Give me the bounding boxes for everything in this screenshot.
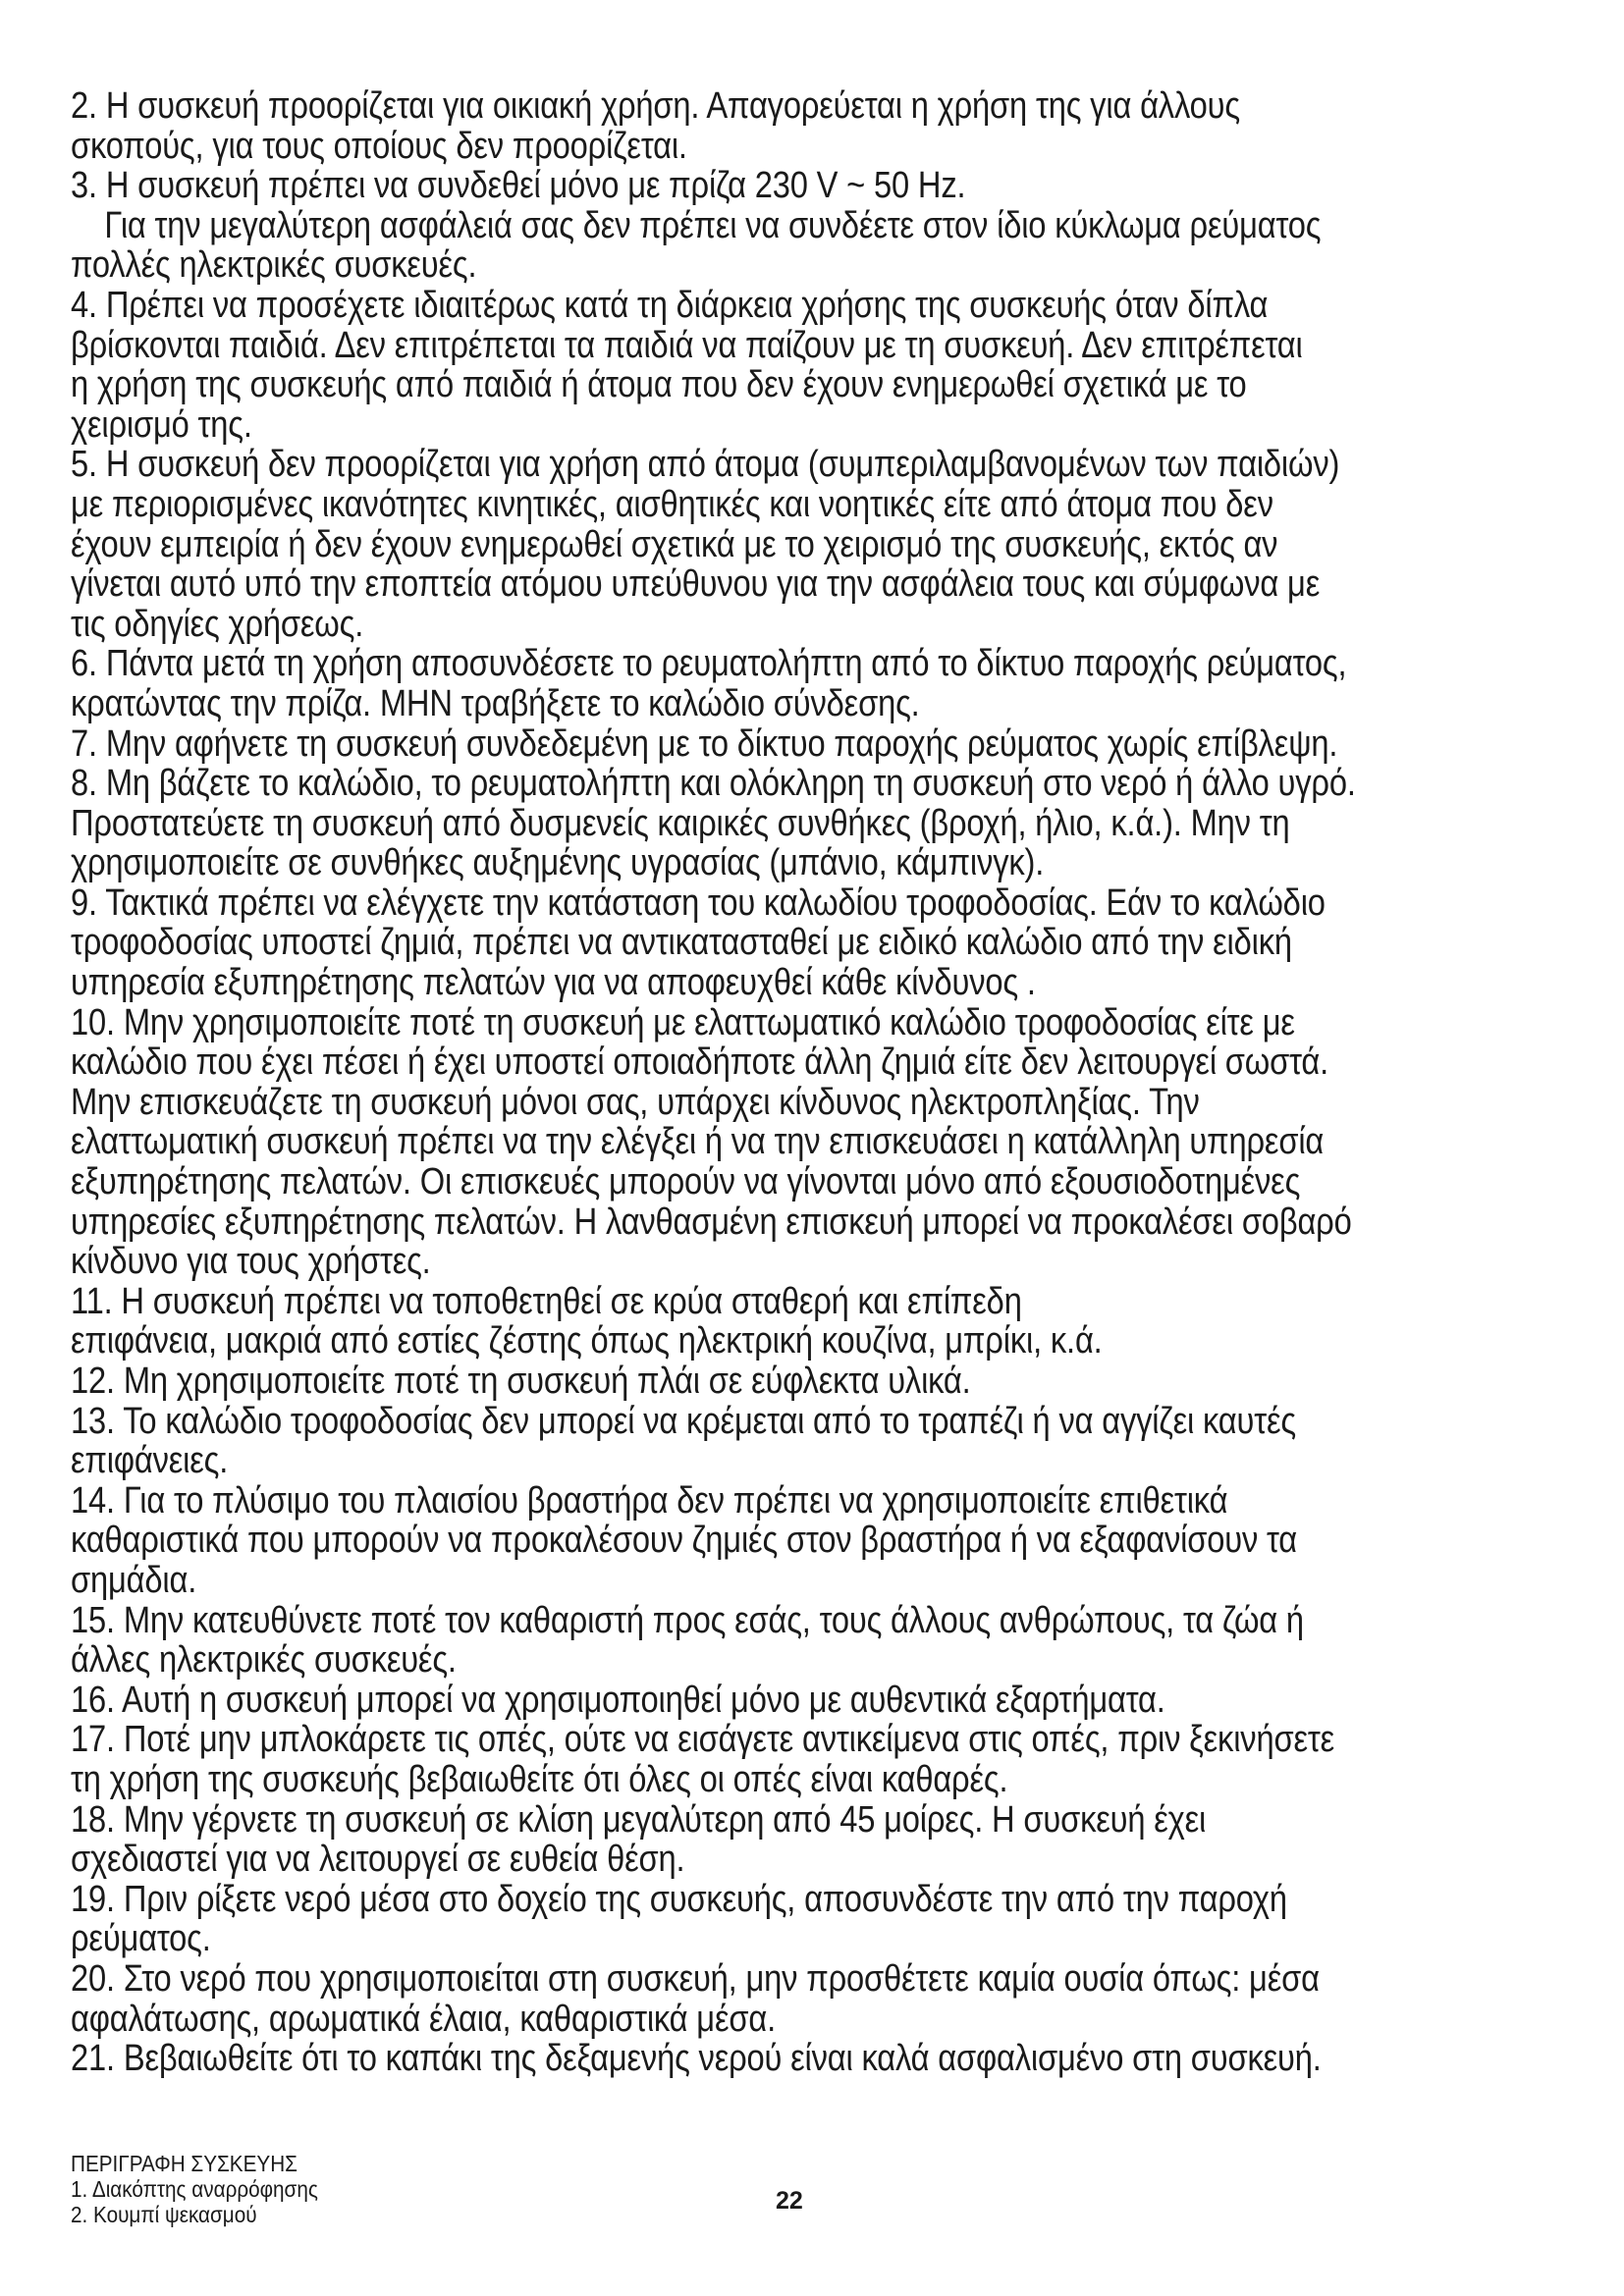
- text-line: σκοπούς, για τους οποίους δεν προορίζεται.: [71, 125, 687, 167]
- text-line: 20. Στο νερό που χρησιμοποιείται στη συσκευή, μην προσθέτετε καμία ουσία όπως: μέσα: [71, 1957, 1320, 2000]
- text-line: 16. Αυτή η συσκευή μπορεί να χρησιμοποιηθεί μόνο με αυθεντικά εξαρτήματα.: [71, 1679, 1165, 1721]
- text-line: 2. Η συσκευή προορίζεται για οικιακή χρήση. Απαγορεύεται η χρήση της για άλλους: [71, 85, 1240, 127]
- device-description: [71, 2151, 758, 2227]
- text-line: 6. Πάντα μετά τη χρήση αποσυνδέσετε το ρευματολήπτη από το δίκτυο παροχής ρεύματος,: [71, 643, 1347, 685]
- text-line: σχεδιαστεί για να λειτουργεί σε ευθεία θέση.: [71, 1839, 685, 1881]
- text-line: χρησιμοποιείτε σε συνθήκες αυξημένης υγρασίας (μπάνιο, κάμπινγκ).: [71, 842, 1045, 884]
- text-line: ελαττωματική συσκευή πρέπει να την ελέγξει ή να την επισκευάσει η κατάλληλη υπηρεσία: [71, 1121, 1325, 1163]
- text-line: με περιορισμένες ικανότητες κινητικές, αισθητικές και νοητικές είτε από άτομα που δεν: [71, 483, 1273, 525]
- text-line: τη χρήση της συσκευής βεβαιωθείτε ότι όλες οι οπές είναι καθαρές.: [71, 1758, 1008, 1800]
- text-line: αφαλάτωσης, αρωματικά έλαια, καθαριστικά μέσα.: [71, 1998, 776, 2040]
- text-line: η χρήση της συσκευής από παιδιά ή άτομα που δεν έχουν ενημερωθεί σχετικά με το: [71, 364, 1247, 406]
- list-item: 1. Διακόπτης αναρρόφησης: [71, 2176, 318, 2202]
- text-line: Μην επισκευάζετε τη συσκευή μόνοι σας, υπάρχει κίνδυνος ηλεκτροπληξίας. Την: [71, 1081, 1200, 1123]
- text-line: 12. Μη χρησιμοποιείτε ποτέ τη συσκευή πλάι σε εύφλεκτα υλικά.: [71, 1361, 971, 1402]
- text-line: υπηρεσίες εξυπηρέτησης πελατών. Η λανθασμένη επισκευή μπορεί να προκαλέσει σοβαρό: [71, 1201, 1352, 1243]
- section-heading: ΠΕΡΙΓΡΑΦΗ ΣΥΣΚΕΥΗΣ: [71, 2151, 298, 2176]
- text-line: καλώδιο που έχει πέσει ή έχει υποστεί οποιαδήποτε άλλη ζημιά είτε δεν λειτουργεί σωστά.: [71, 1041, 1329, 1084]
- text-line: κίνδυνο για τους χρήστες.: [71, 1241, 431, 1283]
- text-line: 5. Η συσκευή δεν προορίζεται για χρήση από άτομα (συμπεριλαμβανομένων των παιδιών): [71, 444, 1340, 486]
- text-line: 11. Η συσκευή πρέπει να τοποθετηθεί σε κρύα σταθερή και επίπεδη: [71, 1280, 1022, 1322]
- text-line: υπηρεσία εξυπηρέτησης πελατών για να αποφευχθεί κάθε κίνδυνος .: [71, 962, 1036, 1004]
- text-line: 18. Μην γέρνετε τη συσκευή σε κλίση μεγαλύτερη από 45 μοίρες. Η συσκευή έχει: [71, 1798, 1207, 1841]
- text-line: ρεύματος.: [71, 1918, 211, 1960]
- text-line: 3. Η συσκευή πρέπει να συνδεθεί μόνο με πρίζα 230 V ~ 50 Hz.: [71, 165, 966, 207]
- safety-instructions: [71, 86, 1555, 2079]
- text-line: 17. Ποτέ μην μπλοκάρετε τις οπές, ούτε να εισάγετε αντικείμενα στις οπές, πριν ξεκινήσετε: [71, 1719, 1335, 1761]
- text-line: έχουν εμπειρία ή δεν έχουν ενημερωθεί σχετικά με το χειρισμό της συσκευής, εκτός αν: [71, 523, 1278, 565]
- text-line: κρατώντας την πρίζα. ΜΗΝ τραβήξετε το καλώδιο σύνδεσης.: [71, 682, 920, 724]
- text-line: 10. Μην χρησιμοποιείτε ποτέ τη συσκευή με ελαττωματικό καλώδιο τροφοδοσίας είτε με: [71, 1001, 1295, 1043]
- text-line: 13. Το καλώδιο τροφοδοσίας δεν μπορεί να κρέμεται από το τραπέζι ή να αγγίζει καυτές: [71, 1400, 1296, 1442]
- text-line: επιφάνεια, μακριά από εστίες ζέστης όπως ηλεκτρική κουζίνα, μπρίκι, κ.ά.: [71, 1320, 1103, 1362]
- text-line: καθαριστικά που μπορούν να προκαλέσουν ζημιές στον βραστήρα ή να εξαφανίσουν τα: [71, 1520, 1298, 1562]
- text-line: 9. Τακτικά πρέπει να ελέγχετε την κατάσταση του καλωδίου τροφοδοσίας. Εάν το καλώδιο: [71, 881, 1326, 924]
- list-item: 2. Κουμπί ψεκασμού: [71, 2202, 257, 2227]
- text-line: επιφάνειες.: [71, 1440, 229, 1482]
- text-line: τροφοδοσίας υποστεί ζημιά, πρέπει να αντικατασταθεί με ειδικό καλώδιο από την ειδική: [71, 922, 1292, 964]
- text-line: γίνεται αυτό υπό την εποπτεία ατόμου υπεύθυνου για την ασφάλεια τους και σύμφωνα με: [71, 563, 1321, 606]
- text-line: 19. Πριν ρίξετε νερό μέσα στο δοχείο της συσκευής, αποσυνδέστε την από την παροχή: [71, 1878, 1287, 1920]
- text-line: σημάδια.: [71, 1559, 197, 1601]
- text-line: 7. Μην αφήνετε τη συσκευή συνδεδεμένη με το δίκτυο παροχής ρεύματος χωρίς επίβλεψη.: [71, 722, 1338, 765]
- text-line: εξυπηρέτησης πελατών. Οι επισκευές μπορούν να γίνονται μόνο από εξουσιοδοτημένες: [71, 1161, 1301, 1203]
- text-line: Προστατεύετε τη συσκευή από δυσμενείς καιρικές συνθήκες (βροχή, ήλιο, κ.ά.). Μην τη: [71, 802, 1290, 844]
- text-line: 4. Πρέπει να προσέχετε ιδιαιτέρως κατά τη διάρκεια χρήσης της συσκευής όταν δίπλα: [71, 284, 1269, 326]
- text-line: τις οδηγίες χρήσεως.: [71, 603, 364, 645]
- page-number: 22: [776, 2187, 803, 2215]
- text-line: χειρισμό της.: [71, 403, 252, 446]
- text-line: 14. Για το πλύσιμο του πλαισίου βραστήρα δεν πρέπει να χρησιμοποιείτε επιθετικά: [71, 1479, 1228, 1522]
- instruction-body: [71, 86, 1555, 2079]
- text-line: βρίσκονται παιδιά. Δεν επιτρέπεται τα παιδιά να παίζουν με τη συσκευή. Δεν επιτρέπεται: [71, 324, 1303, 366]
- text-line: πολλές ηλεκτρικές συσκευές.: [71, 244, 477, 287]
- text-line: 21. Βεβαιωθείτε ότι το καπάκι της δεξαμενής νερού είναι καλά ασφαλισμένο στη συσκευή.: [71, 2038, 1322, 2080]
- text-line: Για την μεγαλύτερη ασφάλειά σας δεν πρέπει να συνδέετε στον ίδιο κύκλωμα ρεύματος: [104, 204, 1322, 246]
- text-line: 8. Μη βάζετε το καλώδιο, το ρευματολήπτη και ολόκληρη τη συσκευή στο νερό ή άλλο υγρό.: [71, 763, 1356, 805]
- text-line: 15. Μην κατευθύνετε ποτέ τον καθαριστή προς εσάς, τους άλλους ανθρώπους, τα ζώα ή: [71, 1599, 1304, 1641]
- text-line: άλλες ηλεκτρικές συσκευές.: [71, 1639, 457, 1682]
